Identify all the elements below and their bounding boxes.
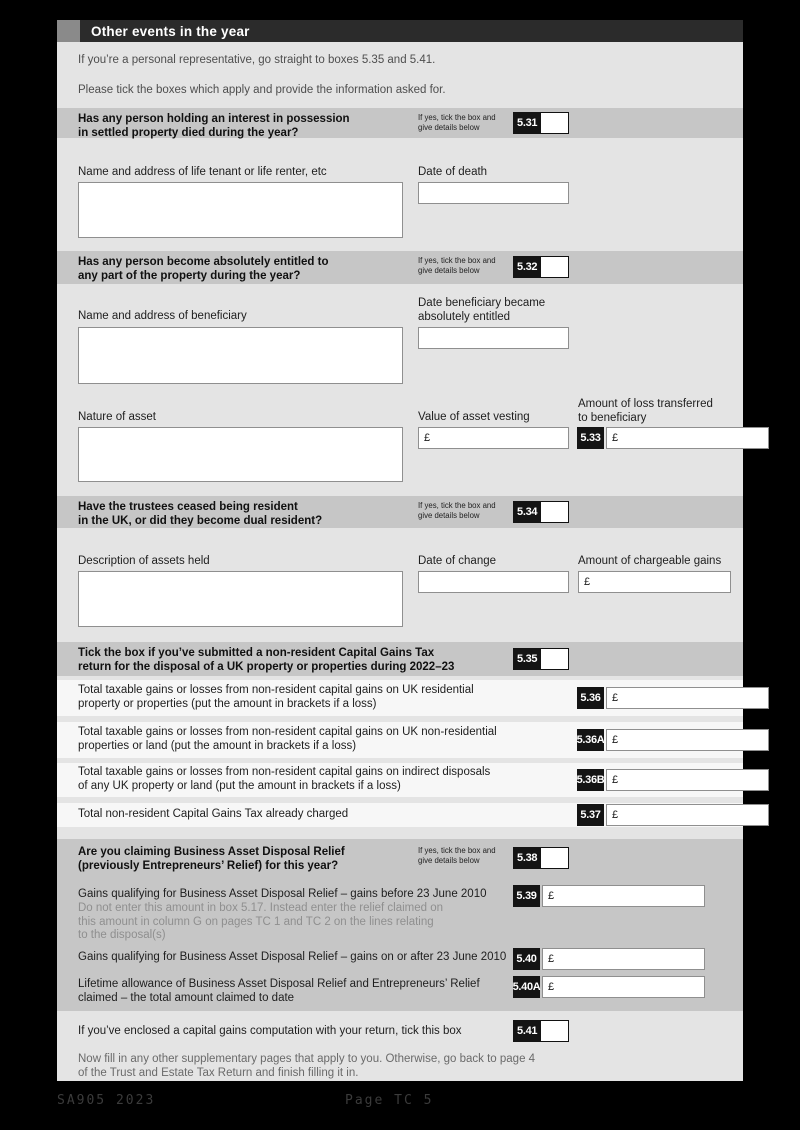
intro-personal-representative: If you’re a personal representative, go straight to boxes 5.35 and 5.41. <box>78 54 436 66</box>
text-line: claimed – the total amount claimed to date <box>78 991 295 1004</box>
question-band-5-31 <box>57 108 743 138</box>
text-line: Has any person become absolutely entitled to <box>78 256 329 268</box>
if-yes-instruction-5-32 <box>418 256 496 275</box>
gains-before-2010-note <box>78 902 443 943</box>
text-line: Have the trustees ceased being resident <box>78 501 298 513</box>
box-number-5-41: 5.41 <box>513 1020 541 1042</box>
lifetime-allowance-input[interactable] <box>554 977 704 997</box>
text-line: Do not enter this amount in box 5.17. Instead enter the relief claimed on <box>78 902 444 914</box>
non-residential-gains-field[interactable] <box>606 729 769 751</box>
assets-held-textarea[interactable] <box>78 571 403 627</box>
text-line: of any UK property or land (put the amount in brackets if a loss) <box>78 779 401 792</box>
row-5-36B-label <box>78 766 490 793</box>
loss-transferred-input[interactable] <box>618 428 768 448</box>
loss-transferred-field[interactable] <box>606 427 769 449</box>
lifetime-allowance-field[interactable] <box>542 976 705 998</box>
tick-box-5-35[interactable] <box>541 648 569 670</box>
date-of-change-input[interactable] <box>418 571 569 593</box>
text-line: Total taxable gains or losses from non-resident capital gains on indirect disposals <box>78 766 491 778</box>
pound-sign: £ <box>548 953 555 965</box>
row-5-36B <box>57 763 743 797</box>
beneficiary-name-label: Name and address of beneficiary <box>78 310 247 322</box>
header-accent-square <box>57 20 80 42</box>
residential-gains-input[interactable] <box>618 688 768 708</box>
box-number-5-39: 5.39 <box>513 885 540 907</box>
pound-sign: £ <box>612 734 619 746</box>
text-line: Amount of loss transferred <box>578 398 713 410</box>
nature-of-asset-textarea[interactable] <box>78 427 403 482</box>
if-yes-instruction-5-31 <box>418 113 496 132</box>
text-line: any part of the property during the year? <box>78 270 301 282</box>
chargeable-gains-label: Amount of chargeable gains <box>578 555 722 567</box>
date-of-death-input[interactable] <box>418 182 569 204</box>
box-5-41-group <box>513 1020 569 1042</box>
text-line: Has any person holding an interest in possession <box>78 113 350 125</box>
box-5-37-group <box>577 804 731 826</box>
question-band-5-35 <box>57 642 743 676</box>
text-line: Now fill in any other supplementary pages that apply to you. Otherwise, go back to page 4 <box>78 1053 536 1065</box>
box-5-38-group <box>513 847 569 869</box>
row-5-36A-label <box>78 726 497 753</box>
text-line: If yes, tick the box and <box>418 113 496 122</box>
text-line: in the UK, or did they become dual resident? <box>78 515 323 527</box>
computation-enclosed-label: If you’ve enclosed a capital gains computation with your return, tick this box <box>78 1025 462 1037</box>
question-5-32 <box>78 255 329 283</box>
gains-before-2010-label: Gains qualifying for Business Asset Disposal Relief – gains before 23 June 2010 <box>78 888 487 900</box>
gains-after-2010-label: Gains qualifying for Business Asset Disposal Relief – gains on or after 23 June 2010 <box>78 951 507 963</box>
row-5-36 <box>57 680 743 716</box>
question-5-35 <box>78 646 528 674</box>
row-5-36-label <box>78 684 474 711</box>
text-line: If yes, tick the box and <box>418 501 496 510</box>
pound-sign: £ <box>612 774 619 786</box>
text-line: Are you claiming Business Asset Disposal Relief <box>78 846 345 858</box>
box-number-5-32: 5.32 <box>513 256 541 278</box>
box-5-40-group <box>513 948 690 970</box>
nrcgt-already-charged-field[interactable] <box>606 804 769 826</box>
text-line: Total taxable gains or losses from non-resident capital gains on UK non-residential <box>78 726 497 738</box>
box-5-34-group <box>513 501 569 523</box>
nrcgt-already-charged-input[interactable] <box>618 805 768 825</box>
value-of-asset-vesting-field[interactable] <box>418 427 569 449</box>
text-line: properties or land (put the amount in brackets if a loss) <box>78 739 357 752</box>
tick-box-5-38[interactable] <box>541 847 569 869</box>
tick-box-5-34[interactable] <box>541 501 569 523</box>
non-residential-gains-input[interactable] <box>618 730 768 750</box>
text-line: Date beneficiary became <box>418 297 546 309</box>
page-number: Page TC 5 <box>345 1093 434 1108</box>
date-absolutely-entitled-label <box>418 297 545 324</box>
text-line: give details below <box>418 265 480 275</box>
lifetime-allowance-label <box>78 978 508 1005</box>
pound-sign: £ <box>548 890 555 902</box>
text-line: If yes, tick the box and <box>418 846 496 855</box>
value-of-asset-vesting-label: Value of asset vesting <box>418 411 530 423</box>
box-number-5-34: 5.34 <box>513 501 541 523</box>
indirect-disposals-gains-input[interactable] <box>618 770 768 790</box>
chargeable-gains-input[interactable] <box>590 572 730 592</box>
page-title: Other events in the year <box>91 23 250 39</box>
if-yes-instruction-5-34 <box>418 501 496 520</box>
page-footer <box>0 1093 800 1113</box>
row-5-37 <box>57 803 743 827</box>
box-5-32-group <box>513 256 569 278</box>
box-5-31-group <box>513 112 569 134</box>
date-absolutely-entitled-input[interactable] <box>418 327 569 349</box>
form-body <box>57 42 743 1081</box>
form-sheet <box>57 20 743 1081</box>
life-tenant-name-address-textarea[interactable] <box>78 182 403 238</box>
pound-sign: £ <box>548 981 555 993</box>
question-5-31 <box>78 112 350 140</box>
question-band-5-34 <box>57 496 743 528</box>
residential-gains-field[interactable] <box>606 687 769 709</box>
text-line: to the disposal(s) <box>78 929 166 941</box>
box-number-5-33: 5.33 <box>577 427 604 449</box>
text-line: Lifetime allowance of Business Asset Disposal Relief and Entrepreneurs’ Relief <box>78 978 480 990</box>
header-bar <box>80 20 743 42</box>
section-header <box>57 20 743 42</box>
date-of-change-label: Date of change <box>418 555 497 567</box>
box-number-5-40A: 5.40A <box>513 976 540 998</box>
gains-before-2010-field[interactable] <box>542 885 705 907</box>
pound-sign: £ <box>612 432 619 444</box>
assets-held-label: Description of assets held <box>78 555 210 567</box>
text-line: Total non-resident Capital Gains Tax already charged <box>78 808 349 820</box>
gains-before-2010-input[interactable] <box>554 886 704 906</box>
section-band-5-38 <box>57 839 743 1011</box>
loss-transferred-label <box>578 398 713 425</box>
date-of-death-label: Date of death <box>418 166 488 178</box>
question-5-38 <box>78 845 345 873</box>
if-yes-instruction-5-38 <box>418 846 496 865</box>
text-line: If yes, tick the box and <box>418 256 496 265</box>
gains-after-2010-field[interactable] <box>542 948 705 970</box>
text-line: give details below <box>418 510 480 520</box>
beneficiary-name-address-textarea[interactable] <box>78 327 403 384</box>
box-number-5-36B: 5.36B <box>577 769 604 791</box>
text-line: property or properties (put the amount in brackets if a loss) <box>78 697 377 710</box>
box-5-35-group <box>513 648 569 670</box>
box-5-36B-group <box>577 769 731 791</box>
text-line: Total taxable gains or losses from non-resident capital gains on UK residential <box>78 684 474 696</box>
form-reference: SA905 2023 <box>57 1093 156 1108</box>
text-line: give details below <box>418 122 480 132</box>
text-line: give details below <box>418 855 480 865</box>
box-5-40A-group <box>513 976 690 998</box>
nature-of-asset-label: Nature of asset <box>78 411 156 423</box>
box-number-5-36A: 5.36A <box>577 729 604 751</box>
text-line: Tick the box if you’ve submitted a non-resident Capital Gains Tax <box>78 647 435 659</box>
life-tenant-name-label: Name and address of life tenant or life renter, etc <box>78 166 327 178</box>
text-line: of the Trust and Estate Tax Return and finish filling it in. <box>78 1067 359 1079</box>
box-5-33-group <box>577 427 731 449</box>
row-5-36A <box>57 722 743 758</box>
value-of-asset-vesting-input[interactable] <box>430 428 568 448</box>
text-line: (previously Entrepreneurs’ Relief) for this year? <box>78 860 339 872</box>
text-line: return for the disposal of a UK property or properties during 2022–23 <box>78 661 455 673</box>
tick-box-5-41[interactable] <box>541 1020 569 1042</box>
pound-sign: £ <box>612 692 619 704</box>
box-5-36-group <box>577 687 731 709</box>
text-line: absolutely entitled <box>418 310 511 323</box>
box-5-36A-group <box>577 729 731 751</box>
box-number-5-38: 5.38 <box>513 847 541 869</box>
question-5-34 <box>78 500 322 528</box>
box-number-5-35: 5.35 <box>513 648 541 670</box>
tick-box-5-31[interactable] <box>541 112 569 134</box>
row-5-37-label <box>78 808 348 822</box>
text-line: to beneficiary <box>578 411 647 424</box>
box-number-5-31: 5.31 <box>513 112 541 134</box>
text-line: in settled property died during the year? <box>78 127 299 139</box>
text-line: this amount in column G on pages TC 1 and TC 2 on the lines relating <box>78 915 434 928</box>
pound-sign: £ <box>424 432 431 444</box>
pound-sign: £ <box>612 809 619 821</box>
box-number-5-36: 5.36 <box>577 687 604 709</box>
box-number-5-37: 5.37 <box>577 804 604 826</box>
box-number-5-40: 5.40 <box>513 948 540 970</box>
question-band-5-32 <box>57 251 743 284</box>
closing-note <box>78 1052 535 1080</box>
box-5-39-group <box>513 885 690 907</box>
chargeable-gains-field[interactable] <box>578 571 731 593</box>
gains-after-2010-input[interactable] <box>554 949 704 969</box>
tick-box-5-32[interactable] <box>541 256 569 278</box>
pound-sign: £ <box>584 576 591 588</box>
indirect-disposals-gains-field[interactable] <box>606 769 769 791</box>
intro-tick-instructions: Please tick the boxes which apply and provide the information asked for. <box>78 84 446 96</box>
